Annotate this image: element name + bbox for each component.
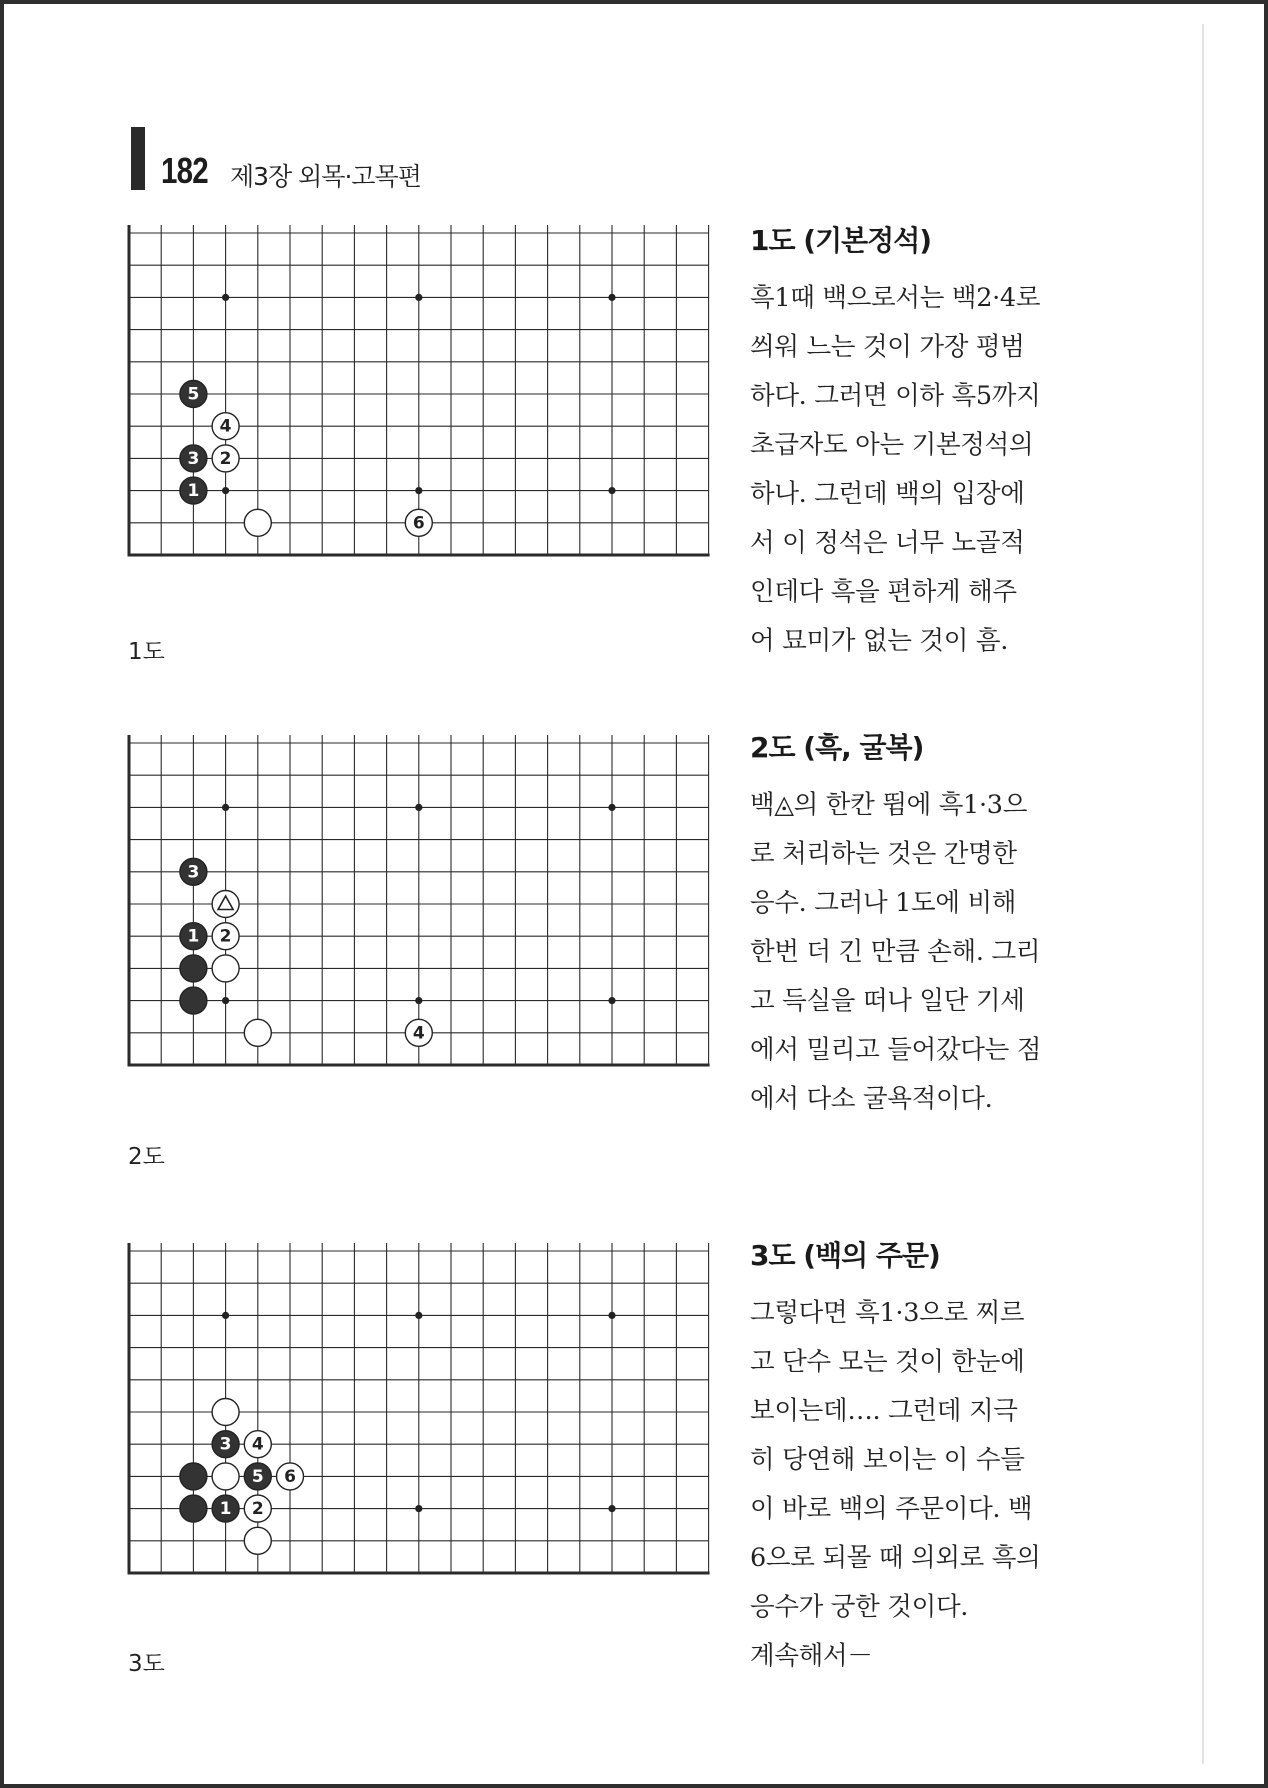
black-stone [212, 1495, 239, 1522]
move-number: 4 [412, 1023, 425, 1044]
white-stone [212, 413, 239, 440]
stone-disc [180, 1463, 207, 1490]
stone-disc [212, 1399, 239, 1426]
black-stone [180, 955, 207, 982]
star-point [608, 997, 615, 1004]
black-stone [180, 381, 207, 408]
text-line: 백◬의 한칸 뜀에 흑1·3으 [750, 790, 1028, 820]
star-point [415, 1312, 422, 1319]
move-number: 4 [251, 1434, 264, 1455]
star-point [222, 294, 229, 301]
text-line: 에서 밀리고 들어갔다는 점 [750, 1035, 1042, 1065]
star-point [415, 804, 422, 811]
black-stone [180, 858, 207, 885]
move-number: 6 [284, 1466, 296, 1487]
black-stone [212, 1431, 239, 1458]
go-board-1-svg [125, 225, 713, 561]
white-stone [212, 955, 239, 982]
white-stone [212, 1463, 239, 1490]
stone-disc [212, 955, 239, 982]
text-line: 고 단수 모는 것이 한눈에 [750, 1347, 1025, 1377]
move-number: 2 [219, 448, 232, 469]
section-title-2: 2도 (흑, 굴복) [750, 731, 924, 764]
star-point [415, 487, 422, 494]
text-line: 하다. 그러면 이하 흑5까지 [750, 381, 1041, 411]
diagram-text-3 [750, 1234, 1070, 1681]
stone-disc [180, 987, 207, 1014]
section-title-3: 3도 (백의 주문) [750, 1239, 940, 1272]
diagram-caption-1: 1도 [128, 639, 165, 665]
move-number: 5 [187, 384, 200, 405]
text-line: 계속해서－ [750, 1641, 873, 1671]
star-point [222, 487, 229, 494]
chapter-title: 제3장 외목·고목편 [230, 162, 421, 191]
stone-disc [180, 955, 207, 982]
white-stone [244, 1431, 271, 1458]
text-line: 6으로 되몰 때 의외로 흑의 [750, 1543, 1041, 1573]
move-number: 5 [251, 1466, 264, 1487]
move-number: 3 [187, 448, 200, 469]
go-board-1 [125, 225, 715, 591]
text-line: 이 바로 백의 주문이다. 백 [750, 1494, 1033, 1524]
star-point [608, 487, 615, 494]
go-board-2 [125, 735, 715, 1101]
move-number: 1 [187, 481, 200, 502]
text-line: 씌워 느는 것이 가장 평범 [750, 332, 1025, 362]
text-line: 하나. 그런데 백의 입장에 [750, 479, 1025, 509]
page-edge-line [1202, 24, 1204, 1764]
move-number: 1 [219, 1499, 232, 1520]
white-stone [405, 1019, 432, 1046]
white-stone [277, 1463, 304, 1490]
white-stone [212, 923, 239, 950]
text-line: 히 당연해 보이는 이 수들 [750, 1445, 1025, 1475]
header-bar [131, 127, 145, 190]
text-line: 보이는데…. 그런데 지극 [750, 1396, 1018, 1426]
text-line: 초급자도 아는 기본정석의 [750, 430, 1034, 460]
move-number: 2 [251, 1499, 264, 1520]
text-line: 어 묘미가 없는 것이 흠. [750, 626, 1009, 656]
diagram-caption-3: 3도 [128, 1651, 165, 1677]
black-stone [180, 477, 207, 504]
text-line: 흑1때 백으로서는 백2·4로 [750, 283, 1041, 313]
black-stone [180, 445, 207, 472]
white-stone [244, 1527, 271, 1554]
stone-disc [212, 1463, 239, 1490]
white-stone [244, 1495, 271, 1522]
star-point [608, 294, 615, 301]
white-stone [405, 509, 432, 536]
white-stone [212, 445, 239, 472]
star-point [608, 804, 615, 811]
star-point [415, 294, 422, 301]
black-stone [180, 1463, 207, 1490]
white-stone [244, 509, 271, 536]
black-stone [180, 923, 207, 950]
text-line: 에서 다소 굴욕적이다. [750, 1084, 993, 1114]
text-line: 응수가 궁한 것이다. [750, 1592, 969, 1622]
star-point [415, 997, 422, 1004]
star-point [222, 997, 229, 1004]
stone-disc [244, 509, 271, 536]
text-line: 고 득실을 떠나 일단 기세 [750, 986, 1025, 1016]
star-point [608, 1505, 615, 1512]
star-point [608, 1312, 615, 1319]
text-line: 한번 더 긴 만큼 손해. 그리 [750, 937, 1041, 967]
move-number: 3 [187, 862, 200, 883]
text-line: 인데다 흑을 편하게 해주 [750, 577, 1017, 607]
diagram-text-2 [750, 726, 1070, 1124]
stone-disc [244, 1019, 271, 1046]
page-number: 182 [161, 150, 208, 191]
text-line: 로 처리하는 것은 간명한 [750, 839, 1017, 869]
star-point [415, 1505, 422, 1512]
move-number: 3 [219, 1434, 232, 1455]
text-line: 서 이 정석은 너무 노골적 [750, 528, 1025, 558]
board-grid [128, 225, 710, 557]
white-stone [244, 1019, 271, 1046]
white-stone [212, 891, 239, 918]
stone-disc [180, 1495, 207, 1522]
white-stone [212, 1399, 239, 1426]
move-number: 6 [412, 513, 425, 534]
diagram-caption-2: 2도 [128, 1144, 165, 1170]
star-point [222, 804, 229, 811]
go-board-2-svg [125, 735, 713, 1071]
black-stone [180, 987, 207, 1014]
go-board-3-svg [125, 1243, 713, 1579]
diagram-text-1 [750, 219, 1070, 666]
text-line: 그렇다면 흑1·3으로 찌르 [750, 1298, 1025, 1328]
move-number: 2 [219, 926, 232, 947]
section-title-1: 1도 (기본정석) [750, 224, 932, 257]
star-point [222, 1312, 229, 1319]
black-stone [244, 1463, 271, 1490]
text-line: 응수. 그러나 1도에 비해 [750, 888, 1017, 918]
black-stone [180, 1495, 207, 1522]
move-number: 4 [219, 416, 232, 437]
move-number: 1 [187, 926, 200, 947]
go-board-3 [125, 1243, 715, 1609]
stone-disc [244, 1527, 271, 1554]
